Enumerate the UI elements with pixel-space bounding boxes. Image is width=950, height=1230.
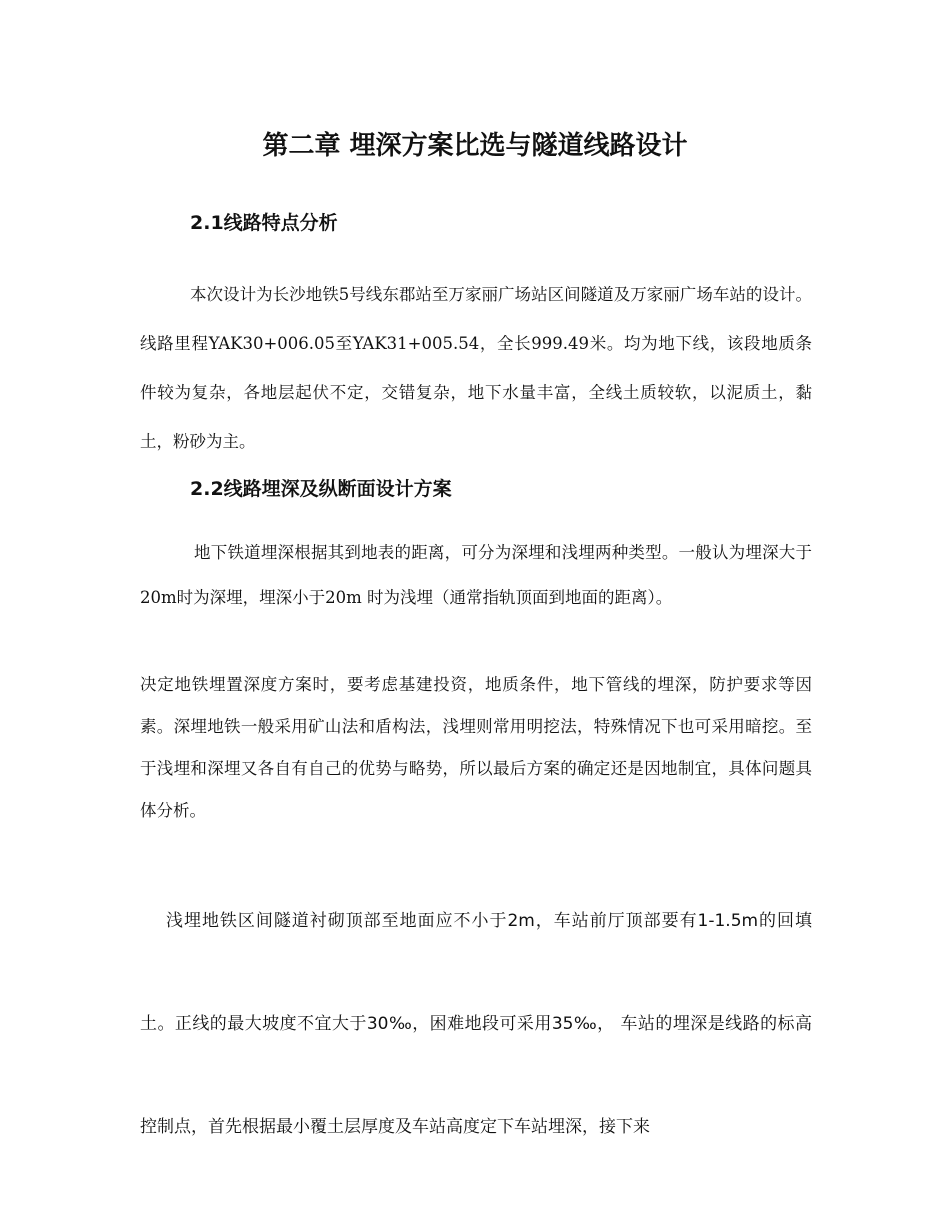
section-heading-2-2: 2.2线路埋深及纵断面设计方案 xyxy=(190,478,452,500)
chapter-title: 第二章 埋深方案比选与隧道线路设计 xyxy=(262,131,688,161)
paragraph-depth-decision-factors: 决定地铁埋置深度方案时，要考虑基建投资，地质条件，地下管线的埋深，防护要求等因素。深埋地铁一般采用矿山法和盾构法，浅埋则常用明挖法，特殊情况下也可采用暗挖。至于浅埋和深埋又各自有自己的优势与略势，所以最后方案的确定还是因地制宜，具体问题具体分析。 xyxy=(140,675,812,820)
section-heading-2-1: 2.1线路特点分析 xyxy=(190,212,338,234)
paragraph-shallow-burial-requirements: 浅埋地铁区间隧道衬砌顶部至地面应不小于2m，车站前厅顶部要有1-1.5m的回填土。正线的最大坡度不宜大于30‰，困难地段可采用35‰， 车站的埋深是线路的标高控制点，首先根据最小覆土层厚度及车站高度定下车站埋深，接下来 xyxy=(140,911,812,1137)
paragraph-burial-depth-types: 地下铁道埋深根据其到地表的距离，可分为深埋和浅埋两种类型。一般认为埋深大于20m时为深埋，埋深小于20m 时为浅埋（通常指轨顶面到地面的距离）。 xyxy=(140,543,812,607)
paragraph-line-characteristics: 本次设计为长沙地铁5号线东郡站至万家丽广场站区间隧道及万家丽广场车站的设计。线路里程YAK30+006.05至YAK31+005.54，全长999.49米。均为地下线，该段地质条件较为复杂，各地层起伏不定，交错复杂，地下水量丰富，全线土质较软，以泥质土，黏土，粉砂为主。 xyxy=(140,285,812,451)
